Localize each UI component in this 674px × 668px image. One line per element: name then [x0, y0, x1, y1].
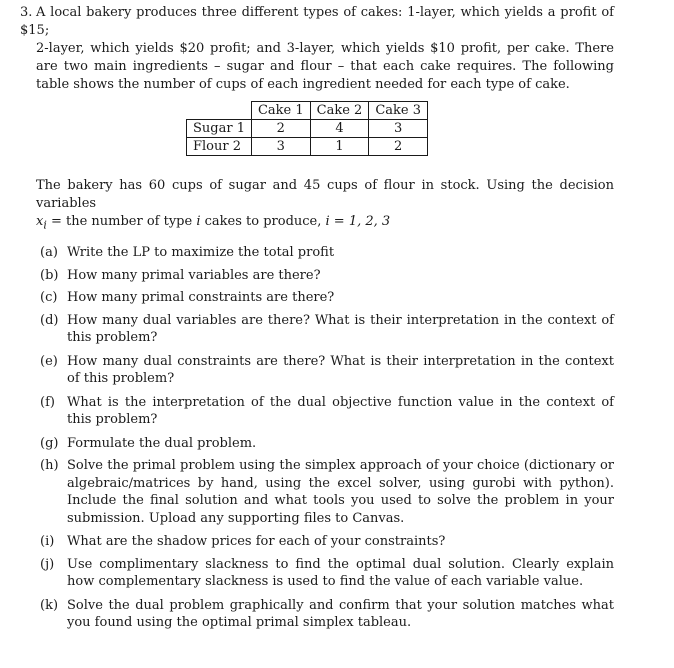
item-text: Formulate the dual problem.: [67, 435, 257, 451]
column-header: Cake 1: [251, 102, 310, 120]
row-header: Sugar 1: [187, 120, 252, 138]
item-label: (i): [40, 534, 55, 549]
table-cell: 3: [369, 120, 428, 138]
row-header: Flour 2: [187, 138, 252, 156]
list-item: [40, 457, 614, 527]
index-range: i = 1, 2, 3: [325, 214, 391, 229]
item-text: How many dual constraints are there? What is their interpretation in the context of this problem?: [67, 353, 614, 386]
item-label: (f): [40, 394, 55, 410]
stock-text: The bakery has 60 cups of sugar and 45 cups of flour in stock. Using the decision variables: [36, 178, 614, 211]
item-label: (a): [40, 245, 58, 260]
table-cell: 3: [251, 138, 310, 156]
stock-paragraph: [36, 177, 614, 235]
list-item: [40, 267, 614, 285]
intro-first-line: A local bakery produces three different types of cakes: 1-layer, which yields a profit of $15;: [20, 5, 614, 38]
item-label: (e): [40, 353, 58, 369]
problem-number: 3.: [20, 5, 33, 20]
table-cell: 2: [251, 120, 310, 138]
table-cell: 4: [310, 120, 369, 138]
item-label: (c): [40, 290, 58, 305]
list-item: [40, 244, 614, 262]
item-text: What is the interpretation of the dual objective function value in the context of this problem?: [67, 394, 614, 427]
intro-rest: 2-layer, which yields $20 profit; and 3-layer, which yields $10 profit, per cake. There are two main ingredients – sugar and flour – that each cake requires. The following table shows the number of cups of each ingredient needed for each type of cake.: [36, 41, 614, 92]
item-label: (k): [40, 597, 59, 613]
column-header: Cake 3: [369, 102, 428, 120]
table-cell: 2: [369, 138, 428, 156]
item-label: (j): [40, 556, 55, 572]
item-label: (d): [40, 312, 59, 328]
item-text: How many primal variables are there?: [67, 267, 321, 283]
variable-definition: = the number of type: [46, 214, 197, 229]
item-text: What are the shadow prices for each of your constraints?: [67, 534, 446, 549]
column-header: Cake 2: [310, 102, 369, 120]
item-text: Write the LP to maximize the total profit: [67, 245, 335, 260]
variable-subscript: i: [43, 218, 47, 232]
variable-tail: cakes to produce,: [200, 214, 326, 229]
variable-index: i: [196, 214, 201, 229]
problem-intro: [20, 4, 614, 94]
list-item: [40, 289, 614, 307]
item-label: (g): [40, 435, 59, 451]
table-corner: [187, 102, 252, 120]
item-text: Solve the primal problem using the simplex approach of your choice (dictionary or algebraic/matrices by hand, using the excel solver, using gurobi with python). Include the final solution and what tools you used to solve the problem in your submission. Upload any supporting files to Canvas.: [67, 458, 614, 526]
list-item: [40, 435, 614, 453]
table-row: [187, 138, 428, 156]
table-header-row: [187, 102, 428, 120]
list-item: [40, 353, 614, 388]
ingredient-table: [186, 101, 428, 156]
item-text: How many primal constraints are there?: [67, 290, 335, 305]
list-item: [40, 312, 614, 347]
question-list: [40, 244, 614, 632]
item-label: (b): [40, 267, 59, 283]
list-item: [40, 533, 614, 551]
list-item: [40, 597, 614, 632]
table-cell: 1: [310, 138, 369, 156]
item-text: How many dual variables are there? What is their interpretation in the context of this problem?: [67, 312, 614, 345]
item-label: (h): [40, 458, 59, 473]
variable-symbol: x: [36, 214, 44, 229]
list-item: [40, 394, 614, 429]
list-item: [40, 556, 614, 591]
item-text: Use complimentary slackness to find the optimal dual solution. Clearly explain how complementary slackness is used to find the value of each variable value.: [67, 556, 614, 589]
table-row: [187, 120, 428, 138]
item-text: Solve the dual problem graphically and confirm that your solution matches what you found using the optimal primal simplex tableau.: [67, 597, 614, 630]
